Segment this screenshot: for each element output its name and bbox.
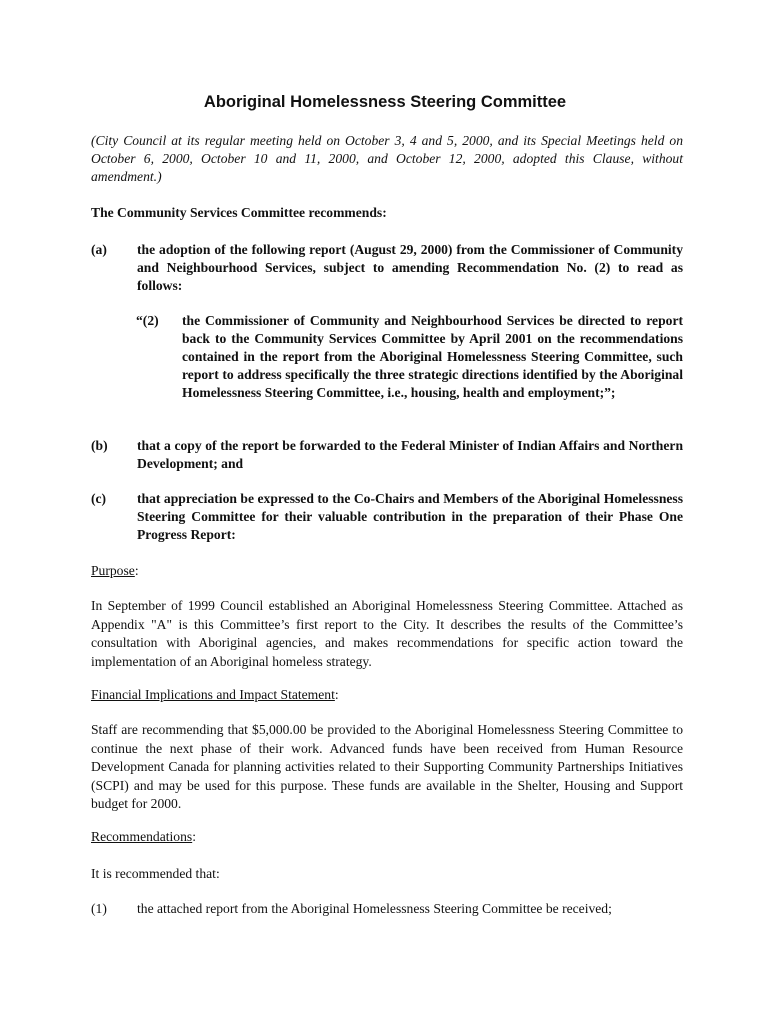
document-title: Aboriginal Homelessness Steering Committee bbox=[203, 93, 567, 111]
sub-item-text: the Commissioner of Community and Neighbourhood Services be directed to report back to the Community Services Committee by April 2001 on the recommendations contained in the report from the Aboriginal Homelessness Steering Committee, such report to address specifically the three strategic directions identified by the Aboriginal Homelessness Steering Committee, i.e., housing, health and employment;”; bbox=[182, 313, 683, 400]
recommendation-item-a bbox=[91, 241, 683, 295]
council-adoption-note: (City Council at its regular meeting held on October 3, 4 and 5, 2000, and its Special Meetings held on October 6, 2000, October 10 and 11, 2000, and October 12, 2000, adopted this Clause, without amendment.) bbox=[91, 133, 683, 184]
purpose-paragraph: In September of 1999 Council established an Aboriginal Homelessness Steering Committee. Attached as Appendix "A" is this Committee’s first report to the City. It describes the results of the Committee’s consultation with Aboriginal agencies, and makes recommendations for specific action toward the implementation of an Aboriginal homeless strategy. bbox=[91, 598, 683, 669]
item-text: that a copy of the report be forwarded to the Federal Minister of Indian Affairs and Northern Development; and bbox=[137, 438, 683, 471]
item-label: (a) bbox=[91, 242, 107, 257]
recommendation-item-b bbox=[91, 437, 683, 473]
recommendation-item-c bbox=[91, 490, 683, 544]
amended-recommendation-2 bbox=[136, 312, 683, 402]
financial-paragraph: Staff are recommending that $5,000.00 be provided to the Aboriginal Homelessness Steering Committee to continue the next phase of their work. Advanced funds have been received from Human Resource Development Canada for planning activities related to their Supporting Community Partnerships Initiatives (SCPI) and may be used for this purpose. These funds are available in the Shelter, Housing and Support budget for 2000. bbox=[91, 722, 683, 811]
item-label: (1) bbox=[91, 901, 107, 916]
heading-colon: : bbox=[334, 687, 339, 702]
committee-recommends-lead: The Community Services Committee recommends: bbox=[91, 205, 387, 220]
recommendations-intro: It is recommended that: bbox=[91, 866, 220, 881]
item-label: (c) bbox=[91, 491, 107, 506]
purpose-heading bbox=[91, 563, 139, 579]
heading-colon: : bbox=[192, 829, 196, 844]
sub-item-label: “(2) bbox=[136, 313, 159, 328]
recommendations-heading bbox=[91, 829, 196, 845]
item-text: the attached report from the Aboriginal Homelessness Steering Committee be received; bbox=[137, 901, 612, 916]
heading-colon: : bbox=[134, 563, 139, 578]
financial-heading bbox=[91, 687, 339, 703]
item-text: that appreciation be expressed to the Co-Chairs and Members of the Aboriginal Homelessness Steering Committee for their valuable contribution in the preparation of their Phase One Progress Report: bbox=[137, 491, 683, 542]
heading-text: Financial Implications and Impact Statement bbox=[91, 687, 335, 702]
recommendation-item-1 bbox=[91, 900, 683, 918]
heading-text: Purpose bbox=[91, 563, 135, 578]
heading-text: Recommendations bbox=[91, 829, 193, 844]
item-text: the adoption of the following report (August 29, 2000) from the Commissioner of Community and Neighbourhood Services, subject to amending Recommendation No. (2) to read as follows: bbox=[137, 242, 683, 293]
item-label: (b) bbox=[91, 438, 108, 453]
